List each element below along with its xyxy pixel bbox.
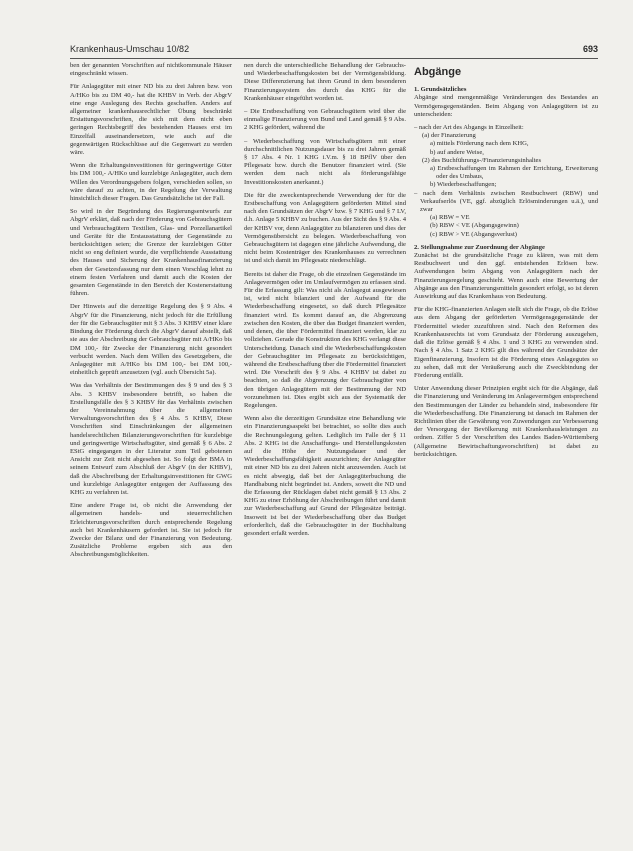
paragraph: Unter Anwendung dieser Prinzipien ergibt sich für die Abgänge, daß die Finanzierung und Veränderung im Anlagevermögen entsprechend den Bestimmungen der Länder zu behandeln sind, insbesondere für die Wiederbeschaffung. Die Finanzierung ist danach im Rahmen der Richtlinien über die Gewährung von Zuwendungen zur Verbesserung der Versorgung der Bevölkerung mit Krankenhausleistungen zu ordnen. Ziffer 5 der Vorschriften des Landes Baden-Württemberg (Allgemeine Bewirtschaftungsvorschriften) ist dabei zu berücksichtigen.: [414, 385, 598, 458]
paragraph: Eine andere Frage ist, ob nicht die Anwendung der allgemeinen handels- und steuerrechtlichen Erleichterungsvorschriften durch entsprechende Regelung auch bei Krankenhäusern gefordert ist. Sie ist jedoch für Zwecke der Bilanz und der Finanzierung von Bedeutung. Zusätzliche Probleme ergeben sich aus den Abschreibungsmöglichkeiten.: [70, 502, 232, 559]
section-title: Abgänge: [414, 66, 462, 78]
list-item: a) Erstbeschaffungen im Rahmen der Errichtung, Erweiterung oder des Umbaus,: [430, 165, 598, 181]
paragraph: Zunächst ist die grundsätzliche Frage zu klären, was mit dem Restbuchwert und den ggf. entstehenden Erlösen bzw. Aufwendungen beim Abgang von Anlagegütern nach der Finanzierungsregelung geschieht. Wenn auch eine Bewertung der Abgänge aus den Finanzierungsmitteln gesondert erfolgt, so ist deren Auswirkung auf das Krankenhaus von Bedeutung.: [414, 252, 598, 301]
column-3: [414, 62, 598, 822]
list-item: b) Wiederbeschaffungen;: [430, 181, 497, 189]
paragraph: Was das Verhältnis der Bestimmungen des § 9 und des § 3 Abs. 3 KHBV insbesondere betrifft, so haben die Erstellungsfälle des § 3 KHBV für das Verhältnis zwischen der Vereinnahmung über die allgemeinen Verwaltungsvorschriften des § 4 Abs. 5 KHBV, Diese Vorschriften sind Einschränkungen der allgemeinen handelsrechtlichen Bilanzierungsvorschriften für kurzlebige und geringwertige Wirtschaftsgüter, sind gemäß § 6 Abs. 2 EStG eingegangen in der Literatur zum Teil gebotenen Ansicht zur Zeit nicht abgesehen ist. So folgt der BMA in seinem Entwurf zum Abschluß der AbgrV (in der KHBV), daß die Abschreibung der Erhaltungsinvestitionen für GWG und kurzlebige Anlagegüter entgegen der Auffassung des KHG zu verfahren ist.: [70, 382, 232, 496]
running-header: [70, 44, 598, 59]
page-number: 693: [582, 44, 598, 54]
list-item: a) mittels Förderung nach dem KHG,: [430, 140, 529, 148]
paragraph: ben der genannten Vorschriften auf nichtkommunale Häuser eingeschränkt wissen.: [70, 62, 232, 78]
list-item: b) auf andere Weise,: [430, 148, 484, 156]
paragraph: Die für die zweckentsprechende Verwendung der für die Erstbeschaffung von Anlagegütern geförderten Mittel sind nach den Grundsätzen der AbgrV bzw. § 7 KHG und § 7 LV, d.h. Anlage 5 KHBV zu buchen. Aus der Sicht des § 9 Abs. 4 der KHBV vor, denn Anlagegüter zu bilanzieren und dies der Vermögensübersicht zu belegen. Wiederbeschaffung von Gebrauchsgütern ist dagegen eine jährliche Aufwendung, die nicht beim Kostenträger des Krankenhauses zu verrechnen ist und sich damit im Pflegesatz niederschlägt.: [244, 191, 406, 265]
paragraph: – Wiederbeschaffung von Wirtschaftsgütern mit einer durchschnittlichen Nutzungsdauer bis zu drei Jahren gemäß § 17 Abs. 4 Nr. 1 KHG i.V.m. § 18 BPflV über den Pflegesatz bzw. durch die Benutzer finanziert wird. (Sie werden dem nach nicht als förderungsfähige Investitionskosten anerkannt.): [244, 137, 406, 186]
paragraph: – Die Erstbeschaffung von Gebrauchsgütern wird über die einmalige Finanzierung von Bund und Land gemäß § 9 Abs. 2 KHG gefördert, während die: [244, 108, 406, 132]
column-1: [70, 62, 232, 822]
paragraph: Wenn also die derzeitigen Grundsätze eine Behandlung wie ein Finanzierungsaspekt bei betrachtet, so sollte dies auch die Rechnungslegung gelten. Lediglich im Falle der § 11 Abs. 2 KHG ist die Anschaffungs- und Herstellungskosten auf die Höhe der Nutzungsdauer und der Wiederbeschaffungsfähigkeit auszurichten; der Anlagegüter mit einer ND bis zu drei Jahren nicht anzuwenden. Auch ist es nicht abwegig, daß bei der Anlagegüterbuchung die Handhabung nicht begründet ist. Anders, soweit die ND und die Erfassung der Rücklagen dabei nicht gemäß § 13 Abs. 2 KHG zu einer Erhöhung der Abschreibungen führt und damit zur Wiederbeschaffung auf Grund der Pflegesätze beiträgt. Insoweit ist bei der Wiederbeschaffung über das Budget erforderlich, daß die Gebrauchsgüter in der Buchhaltung gesondert erfaßt werden.: [244, 415, 406, 537]
paragraph: So wird in der Begründung des Regierungsentwurfs zur AbgrV erklärt, daß nach der Förderung von Gebrauchsgütern und Verbrauchsgütern Textilien, Glas- und Porzellanartikel und Geräte für die Erstausstattung der Gegenstände zu berücksichtigen seien; die Grenze der kurzlebigen Güter nicht so eng definiert wurde, die verpflichtende Ausstattung des Hauses und Sicherung der Krankenhausfinanzierung eben der Gesetzesfassung nur dem einen Vorschlag lehnt zu einem festen Verfahren und damit auch die Kosten der gesamten Gegenstände in den Bereich der Kostenerstattung führen.: [70, 208, 232, 298]
paragraph: Bereits ist daher die Frage, ob die einzelnen Gegenstände im Anlagevermögen oder im Umlaufvermögen zu erfassen sind. Für die Erfassung gilt: Was nicht als Anlagegut ausgewiesen ist, wird nicht bilanziert und der Aufwand für die Wiederbeschaffung eingesetzt, so daß durch Pflegesätze finanziert wird. Es kommt darauf an, die Abgrenzung zwischen den Kosten, die über das Budget finanziert werden, und denen, die über Fördermittel finanziert werden, klar zu vollziehen. Gerade die Konstruktion des KHG verlangt diese Unterscheidung. Danach sind die Wiederbeschaffungskosten der Gebrauchsgüter im Pflegesatz zu berücksichtigen, während die Erstbeschaffung über die Fördermittel finanziert wird. Die Vorschrift des § 9 Abs. 4 KHBV ist dabei zu beachten, so daß die Abgrenzung der Gebrauchsgüter von den übrigen Anlagegütern mit der Bestimmung der ND vorzunehmen ist. Dies ergibt sich aus der Systematik der Regelungen.: [244, 270, 406, 409]
list-item: – nach dem Verhältnis zwischen Restbuchwert (RBW) und Verkaufserlös (VE, ggf. abzüglich Erlösminderungen u.ä.), und zwar: [414, 189, 598, 214]
list-item: (b) RBW < VE (Abgangsgewinn): [430, 222, 519, 230]
subsection-heading: 1. Grundsätzliches: [414, 86, 467, 94]
paragraph: Abgänge sind mengenmäßige Veränderungen des Bestandes an Vermögensgegenständen. Beim Abgang von Anlagegütern ist zu unterscheiden:: [414, 94, 598, 118]
paragraph: Wenn die Erhaltungsinvestitionen für geringwertige Güter bis DM 100,- A/HKo und kurzlebige Anlagegüter, auch dem Willen des Verordnungsgebers folgen, verschieden sollen, so wäre darauf zu achten, in der Regelung der Verwaltung hinsichtlich dieser Fragen. Das Grundsätzliche ist der Fall.: [70, 162, 232, 203]
journal-name: Krankenhaus-Umschau 10/82: [70, 44, 190, 54]
subsection-heading: 2. Stellungnahme zur Zuordnung der Abgänge: [414, 243, 545, 251]
list-item: (2) des Buchführungs-/Finanzierungsinhaltes: [422, 156, 542, 164]
list-item: (c) RBW > VE (Abgangsverlust): [430, 230, 517, 238]
abgang-list: [414, 124, 598, 239]
list-item: (a) der Finanzierung: [422, 132, 476, 140]
paragraph: nen durch die unterschiedliche Behandlung der Gebrauchs- und Wiederbeschaffungskosten bei der Vermögensbildung. Diese Differenzierung hat ihren Grund in dem besonderen Finanzierungssystem des durch das KHG für die Krankenhäuser eingeführt worden ist.: [244, 62, 406, 102]
paragraph: Für die KHG-finanzierten Anlagen stellt sich die Frage, ob die Erlöse aus dem Abgang der geförderten Vermögensgegenstände der Fördermittel wieder zuzuführen sind. Nach den Reformen des Krankenhausrechts ist vom Grundsatz der Förderung auszugehen, daß die Erlöse gemäß § 4 Abs. 1 und 3 KHG zu verwenden sind. Nach § 4 Abs. 1 Satz 2 KHG gilt dies während der Grundsätze der Eigenfinanzierung. Insofern ist die Förderung eines Anlagegutes so zu sehen, daß mit der Veräußerung auch die Zweckbindung der Förderung entfällt.: [414, 306, 598, 379]
column-2: [244, 62, 406, 822]
paragraph: Der Hinweis auf die derzeitige Regelung des § 9 Abs. 4 AbgrV für die Finanzierung, nicht jedoch für die Erfüllung der für die Gebrauchsgüter mit § 3 Abs. 3 KHBV einer klare Bindung der Förderung durch die AbgrV darauf abstellt, daß sie aus der Abschreibung der Gebrauchsgüter mit A/HKo bis DM 100,- für Zwecke der Finanzierung nicht gesondert verbucht werden. Nach dem Willen des Gesetzgebers, die Anlagegüter mit A/HKo bis DM 100,- bei DM 100,- einheitlich geprüft anzusetzen (vgl. auch Übersicht 5a).: [70, 303, 232, 377]
list-item: – nach der Art des Abgangs in Einzelheit:: [414, 124, 524, 132]
paragraph: Für Anlagegüter mit einer ND bis zu drei Jahren bzw. von A/HKo bis zu DM 40,- hat die KHBV in Verb. der AbgrV eine enge Auslegung des Rechts geschaffen. Anders auf allgemeiner krankenhausrechtlicher Übung beschränkt Erstattungsvorschriften, die sich mit dem nicht eben geringen Rechtsbegriff des bestehenden Hauses erst im Einzelfall auseinandersetzen, wie auch auf die gegenwärtigen Rückschlüsse auf die Gegenwart zu werden wäre.: [70, 83, 232, 157]
list-item: (a) RBW = VE: [430, 214, 470, 222]
